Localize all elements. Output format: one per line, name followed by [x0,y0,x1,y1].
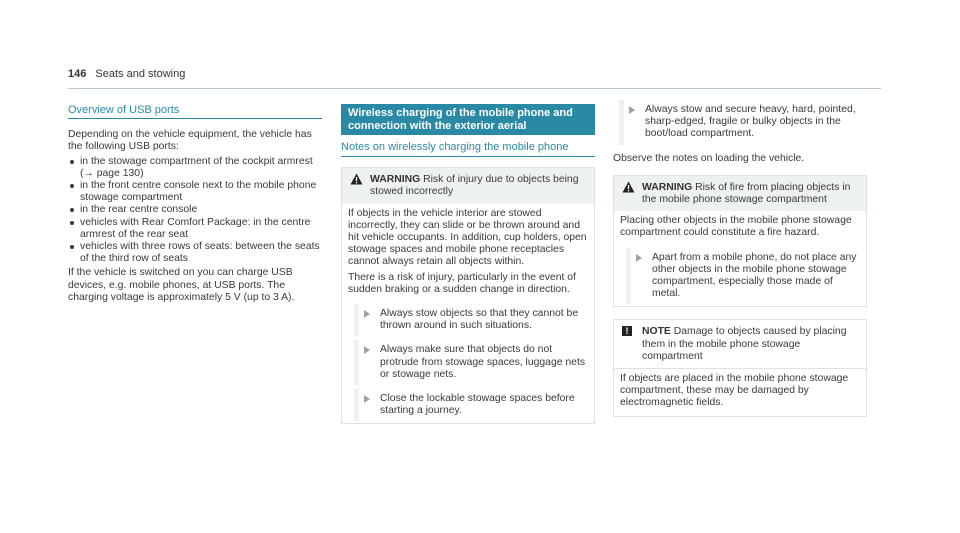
column-wireless-charging [341,104,595,424]
list-item: in the front centre console next to the mobile phone stowage compartment [68,180,322,204]
warning-label: WARNING [642,181,693,193]
exclamation-icon: ! [622,326,632,336]
note-body [614,369,866,416]
usb-heading: Overview of USB ports [68,104,322,119]
step-arrow-icon [629,106,635,114]
instruction-step: Close the lockable stowage spaces before starting a journey. [348,393,588,417]
warning-paragraph: If objects in the vehicle interior are stowed incorrectly, they can slide or be thrown around and hit vehicle occupants. In addition, cup holders, open stowage spaces and mobile phone receptacles cannot always retain all objects within. [348,207,587,268]
bullet-icon [70,160,74,164]
list-item: in the rear centre console [68,204,322,216]
usb-intro: Depending on the vehicle equipment, the vehicle has the following USB ports: [68,129,312,153]
warning-body [342,204,594,424]
bullet-icon [70,245,74,249]
list-item: vehicles with three rows of seats: between the seats of the third row of seats [68,241,322,265]
warning-paragraph: There is a risk of injury, particularly in the event of sudden braking or a sudden change in direction. [348,271,576,295]
step-arrow-icon [636,254,642,262]
loading-note: Observe the notes on loading the vehicle. [613,152,805,164]
step-arrow-icon [364,310,370,318]
note-label: NOTE [642,326,671,338]
bullet-icon [70,184,74,188]
list-item: vehicles with Rear Comfort Package: in the centre armrest of the rear seat [68,217,322,241]
warning-paragraph: Placing other objects in the mobile phone stowage compartment could constitute a fire hazard. [620,215,852,239]
instruction-step: Always stow and secure heavy, hard, pointed, sharp-edged, fragile or bulky objects in the boot/load compartment. [613,104,867,141]
instruction-step: Always make sure that objects do not protrude from stowage spaces, luggage nets or stowage nets. [348,344,588,381]
note-heading: Damage to objects caused by placing them in the mobile phone stowage compartment [642,326,847,362]
instruction-step: Always stow objects so that they cannot be thrown around in such situations. [348,308,588,332]
warning-body [614,211,866,306]
usb-port-list [68,156,322,266]
warning-header [614,176,866,211]
instruction-step: Apart from a mobile phone, do not place any other objects in the mobile phone stowage compartment, especially those made of metal. [620,252,860,301]
warning-header [342,168,594,203]
header-rule [68,88,881,89]
note-paragraph: If objects are placed in the mobile phone stowage compartment, these may be damaged by electromagnetic fields. [620,373,849,409]
bullet-icon [70,208,74,212]
warning-heading: Risk of injury due to objects being stowed incorrectly [370,174,579,198]
note-box-damage [613,319,867,416]
section-title: Seats and stowing [95,68,186,80]
warning-triangle-icon [622,181,635,193]
warning-triangle-icon [350,173,363,185]
step-arrow-icon [364,395,370,403]
warning-box-fire [613,175,867,308]
note-header [614,320,866,369]
page-number: 146 [68,68,87,80]
wireless-notes-heading: Notes on wirelessly charging the mobile phone [341,141,595,157]
column-continued [613,104,867,417]
bullet-icon [70,221,74,225]
list-item: in the stowage compartment of the cockpit armrest (→ page 130) [68,156,322,180]
warning-label: WARNING [370,174,421,186]
wireless-section-title: Wireless charging of the mobile phone and connection with the exterior aerial [341,104,595,135]
page-header [68,68,185,80]
warning-box-injury [341,167,595,424]
usb-charging-paragraph: If the vehicle is switched on you can charge USB devices, e.g. mobile phones, at USB ports. The charging voltage is approximately 5 V (up to 3 A). [68,267,295,303]
warning-heading: Risk of fire from placing objects in the mobile phone stowage compartment [642,181,851,206]
step-arrow-icon [364,346,370,354]
column-usb-ports [68,104,322,304]
